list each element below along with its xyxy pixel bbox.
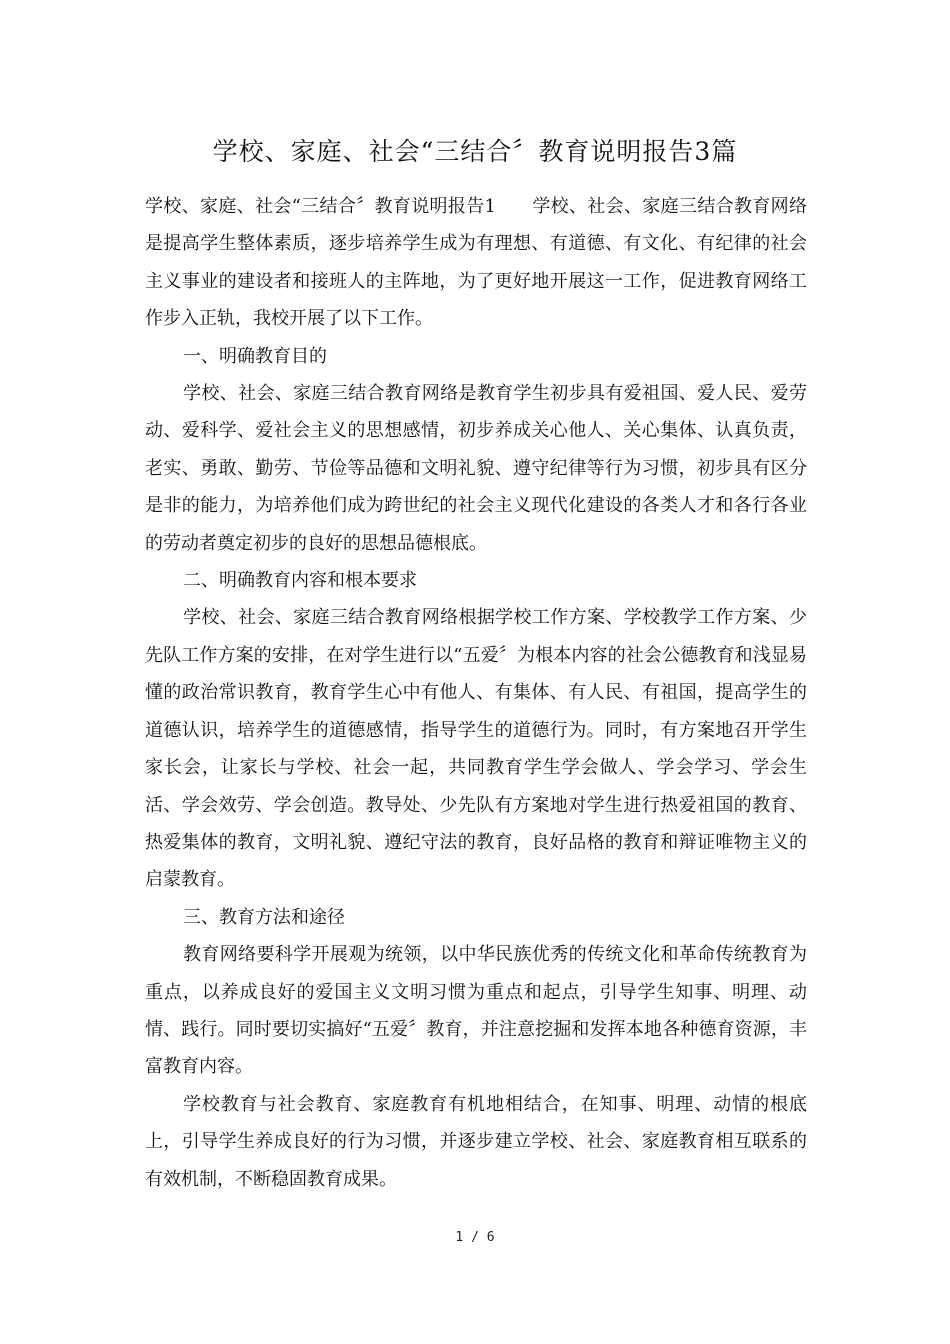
intro-paragraph	[145, 188, 807, 338]
section-2-heading: 二、明确教育内容和根本要求	[183, 570, 417, 592]
intro-text: 学校、社会、家庭三结合教育网络是提高学生整体素质，逐步培养学生成为有理想、有道德、有文化、有纪律的社会主义事业的建设者和接班人的主阵地，为了更好地开展这一工作，促进教育网络工作步入正轨，我校开展了以下工作。	[145, 196, 808, 330]
section-3-paragraph-1: 教育网络要科学开展观为统领，以中华民族优秀的传统文化和革命传统教育为重点，以养成良好的爱国主义文明习惯为重点和起点，引导学生知事、明理、动情、践行。同时要切实搞好“五爱〞教育，并注意挖掘和发挥本地各种德育资源，丰富教育内容。	[145, 944, 807, 1078]
section-2-paragraph: 学校、社会、家庭三结合教育网络根据学校工作方案、学校教学工作方案、少先队工作方案的安排，在对学生进行以“五爱〞为根本内容的社会公德教育和浅显易懂的政治常识教育，教育学生心中有他人、有集体、有人民、有祖国，提高学生的道德认识，培养学生的道德感情，指导学生的道德行为。同时，有方案地召开学生家长会，让家长与学校、社会一起，共同教育学生学会做人、学会学习、学会生活、学会效劳、学会创造。教导处、少先队有方案地对学生进行热爱祖国的教育、热爱集体的教育，文明礼貌、遵纪守法的教育，良好品格的教育和辩证唯物主义的启蒙教育。	[145, 607, 807, 891]
section-1-heading: 一、明确教育目的	[183, 345, 327, 367]
section-3-paragraph-2: 学校教育与社会教育、家庭教育有机地相结合，在知事、明理、动情的根底上，引导学生养成良好的行为习惯，并逐步建立学校、社会、家庭教育相互联系的有效机制，不断稳固教育成果。	[145, 1093, 807, 1190]
intro-lead: 学校、家庭、社会“三结合〞教育说明报告1	[145, 196, 496, 217]
page-number: 1 / 6	[455, 1230, 495, 1245]
section-3-heading: 三、教育方法和途径	[183, 906, 345, 928]
section-1-paragraph: 学校、社会、家庭三结合教育网络是教育学生初步具有爱祖国、爱人民、爱劳动、爱科学、爱社会主义的思想感情，初步养成关心他人、关心集体、认真负责，老实、勇敢、勤劳、节俭等品德和文明礼貌、遵守纪律等行为习惯，初步具有区分是非的能力，为培养他们成为跨世纪的社会主义现代化建设的各类人才和各行各业的劳动者奠定初步的良好的思想品德根底。	[145, 383, 807, 554]
document-body	[145, 188, 807, 1198]
document-title: 学校、家庭、社会“三结合〞教育说明报告3篇	[212, 137, 738, 166]
